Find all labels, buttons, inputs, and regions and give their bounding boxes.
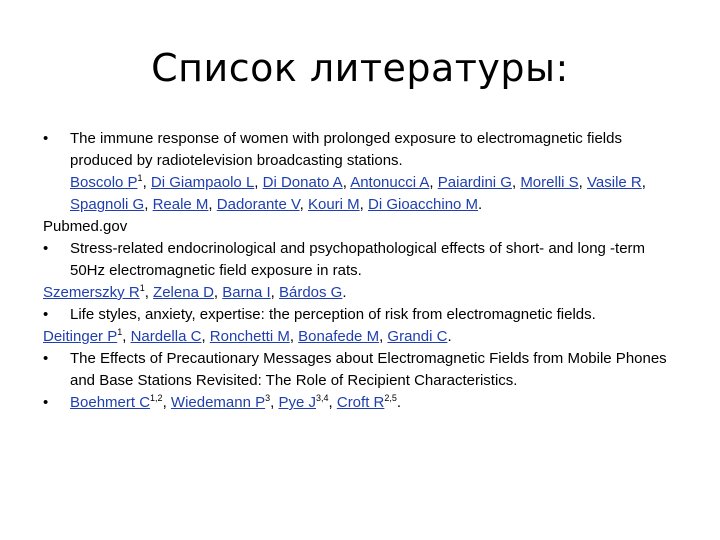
author-link[interactable]: Boscolo P [70, 174, 138, 191]
author-links: Boehmert C$^{1,2}$, Wiedemann $P^3$, Pye J$^{3,4}$, Croft R$^{2,5}$. [70, 393, 402, 411]
bullet: • [43, 350, 49, 367]
author-link[interactable]: Bonafede M [298, 328, 380, 345]
author-link[interactable]: Vasile R [587, 174, 642, 191]
author-link[interactable]: Grandi C [387, 328, 448, 345]
bullet: • [43, 240, 49, 257]
author-link[interactable]: Paiardini G [437, 174, 512, 191]
reference-title [43, 304, 683, 326]
author-link[interactable]: Boehmert C [70, 394, 151, 411]
author-link[interactable]: Bárdos G [278, 284, 343, 301]
author-link[interactable]: Antonucci A [350, 174, 430, 191]
author-link[interactable]: Pye J [278, 394, 316, 411]
source-label: Pubmed.gov [43, 218, 128, 235]
reference-title-text: Stress-related endocrinological and psychopathological effects of short- and long -term 50Hz electromagnetic field exposure in rats. [70, 240, 646, 279]
author-link[interactable]: Di Gioacchino M [368, 196, 479, 213]
author-list: Szemerszky $R^1$, Zelena D, Barna I, Bárdos G. [43, 283, 347, 301]
author-list [43, 392, 683, 414]
author-link[interactable]: Wiedemann P [170, 394, 266, 411]
bullet: • [43, 130, 49, 147]
author-list: Boscolo $P^1$, Di Giampaolo L, Di Donato A, Antonucci A, Paiardini G, Morelli S, Vasile R, Spagnoli G, Reale M, Dadorante V, Kouri M, Di Gioacchino M. [70, 173, 646, 213]
reference-title [43, 348, 683, 392]
reference-title [43, 238, 683, 282]
author-link[interactable]: Di Giampaolo L [150, 174, 255, 191]
author-affiliation: 3 [265, 393, 271, 403]
author-link[interactable]: Croft R [336, 394, 385, 411]
author-link[interactable]: Spagnoli G [70, 196, 145, 213]
author-link[interactable]: Di Donato A [262, 174, 343, 191]
author-link[interactable]: Szemerszky R [43, 284, 140, 301]
reference-title-text: The immune response of women with prolonged exposure to electromagnetic fields produced by radiotelevision broadcasting stations. [70, 130, 622, 169]
reference-title-text: The Effects of Precautionary Messages about Electromagnetic Fields from Mobile Phones and Base Stations Revisited: The Role of Recipient Characteristics. [70, 350, 667, 389]
slide-title: Список литературы: [151, 46, 569, 90]
author-affiliation: 3,4 [316, 393, 329, 403]
reference-list [43, 128, 683, 414]
author-affiliation: 1 [137, 173, 143, 183]
author-link[interactable]: Ronchetti M [209, 328, 290, 345]
author-link[interactable]: Reale M [152, 196, 209, 213]
author-affiliation: 1 [117, 327, 123, 337]
author-link[interactable]: Dadorante V [216, 196, 300, 213]
author-link[interactable]: Zelena D [153, 284, 214, 301]
author-link[interactable]: Nardella C [130, 328, 202, 345]
author-link[interactable]: Barna I [222, 284, 271, 301]
author-affiliation: 2,5 [384, 393, 397, 403]
author-affiliation: 1,2 [150, 393, 163, 403]
author-link[interactable]: Deitinger P [43, 328, 118, 345]
author-list: Deitinger $P^1$, Nardella C, Ronchetti M, Bonafede M, Grandi C. [43, 327, 452, 345]
author-link[interactable]: Morelli S [520, 174, 579, 191]
reference-title-text: Life styles, anxiety, expertise: the perception of risk from electromagnetic fields. [70, 306, 596, 323]
reference-title [43, 128, 683, 172]
bullet: • [43, 306, 49, 323]
bullet: • [43, 394, 49, 411]
author-link[interactable]: Kouri M [307, 196, 360, 213]
author-affiliation: 1 [139, 283, 145, 293]
